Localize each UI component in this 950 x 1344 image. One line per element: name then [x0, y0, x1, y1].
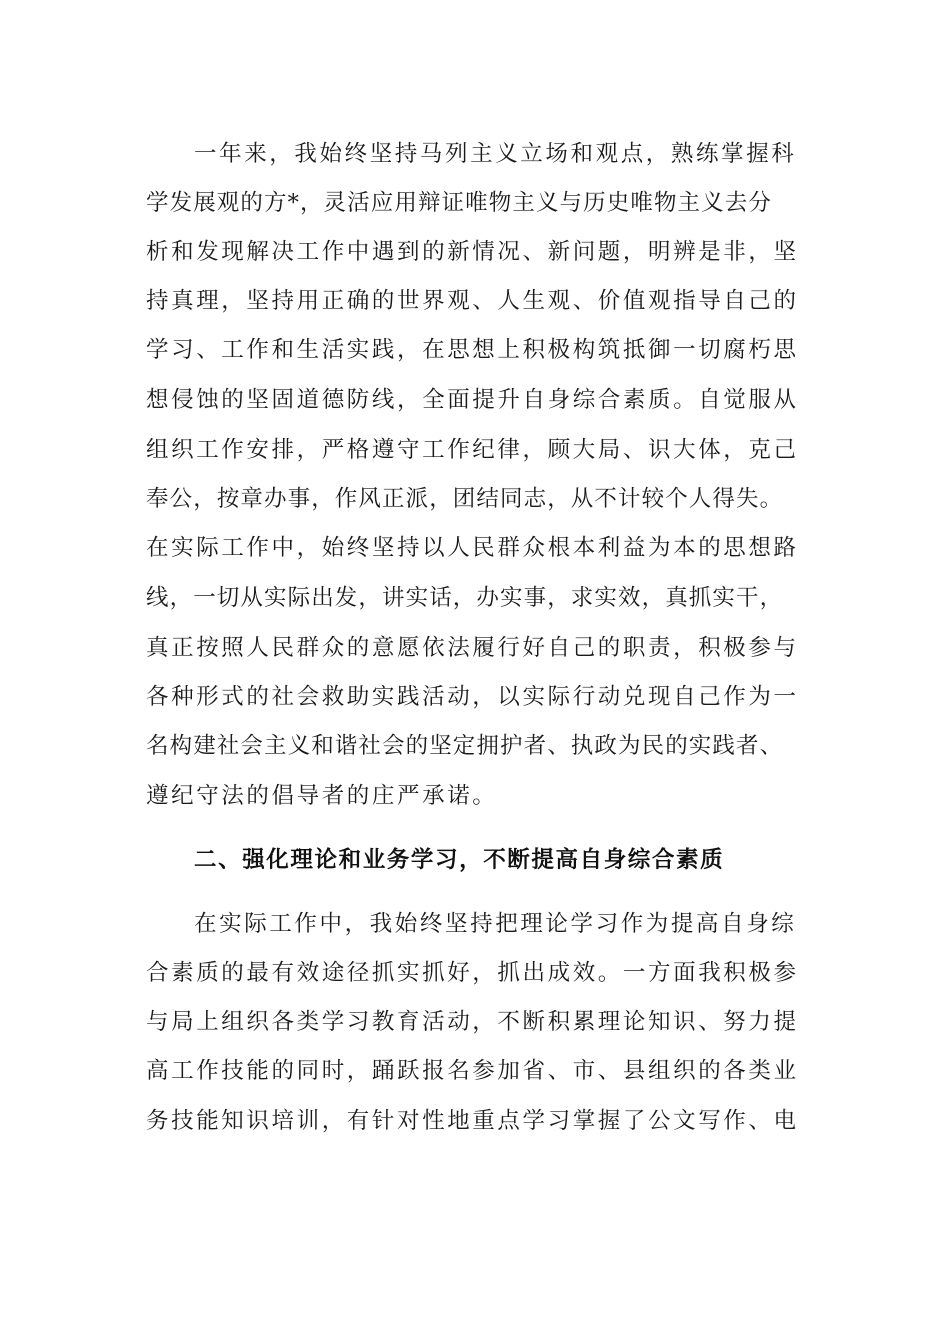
text-line: 遵纪守法的倡导者的庄严承诺。 [146, 783, 498, 809]
text-line: 组织工作安排，严格遵守工作纪律，顾大局、识大体，克己 [146, 437, 799, 463]
text-line: 学发展观的方*，灵活应用辩证唯物主义与历史唯物主义去分 [146, 190, 772, 216]
text-line: 在实际工作中，我始终坚持把理论学习作为提高自身综 [194, 911, 797, 937]
text-line: 与局上组织各类学习教育活动，不断积累理论知识、努力提 [146, 1009, 799, 1035]
text-line: 高工作技能的同时，踊跃报名参加省、市、县组织的各类业 [146, 1058, 799, 1084]
text-line: 一年来，我始终坚持马列主义立场和观点，熟练掌握科 [194, 141, 797, 167]
text-line: 想侵蚀的坚固道德防线，全面提升自身综合素质。自觉服从 [146, 387, 799, 413]
text-line: 合素质的最有效途径抓实抓好，抓出成效。一方面我积极参 [146, 960, 799, 986]
text-line: 在实际工作中，始终坚持以人民群众根本利益为本的思想路 [146, 535, 799, 561]
text-line: 奉公，按章办事，作风正派，团结同志，从不计较个人得失。 [146, 486, 784, 512]
text-line: 学习、工作和生活实践，在思想上积极构筑抵御一切腐朽思 [146, 337, 799, 363]
text-line: 析和发现解决工作中遇到的新情况、新问题，明辨是非，坚 [146, 239, 799, 265]
text-line: 真正按照人民群众的意愿依法履行好自己的职责，积极参与 [146, 635, 799, 661]
text-line: 务技能知识培训，有针对性地重点学习掌握了公文写作、电 [146, 1108, 799, 1134]
section-heading: 二、强化理论和业务学习，不断提高自身综合素质 [194, 847, 725, 873]
text-line: 持真理，坚持用正确的世界观、人生观、价值观指导自己的 [146, 288, 799, 314]
text-line: 各种形式的社会救助实践活动，以实际行动兑现自己作为一 [146, 684, 799, 710]
text-line: 线，一切从实际出发，讲实话，办实事，求实效，真抓实干， [146, 585, 784, 611]
text-line: 名构建社会主义和谐社会的坚定拥护者、执政为民的实践者、 [146, 733, 784, 759]
